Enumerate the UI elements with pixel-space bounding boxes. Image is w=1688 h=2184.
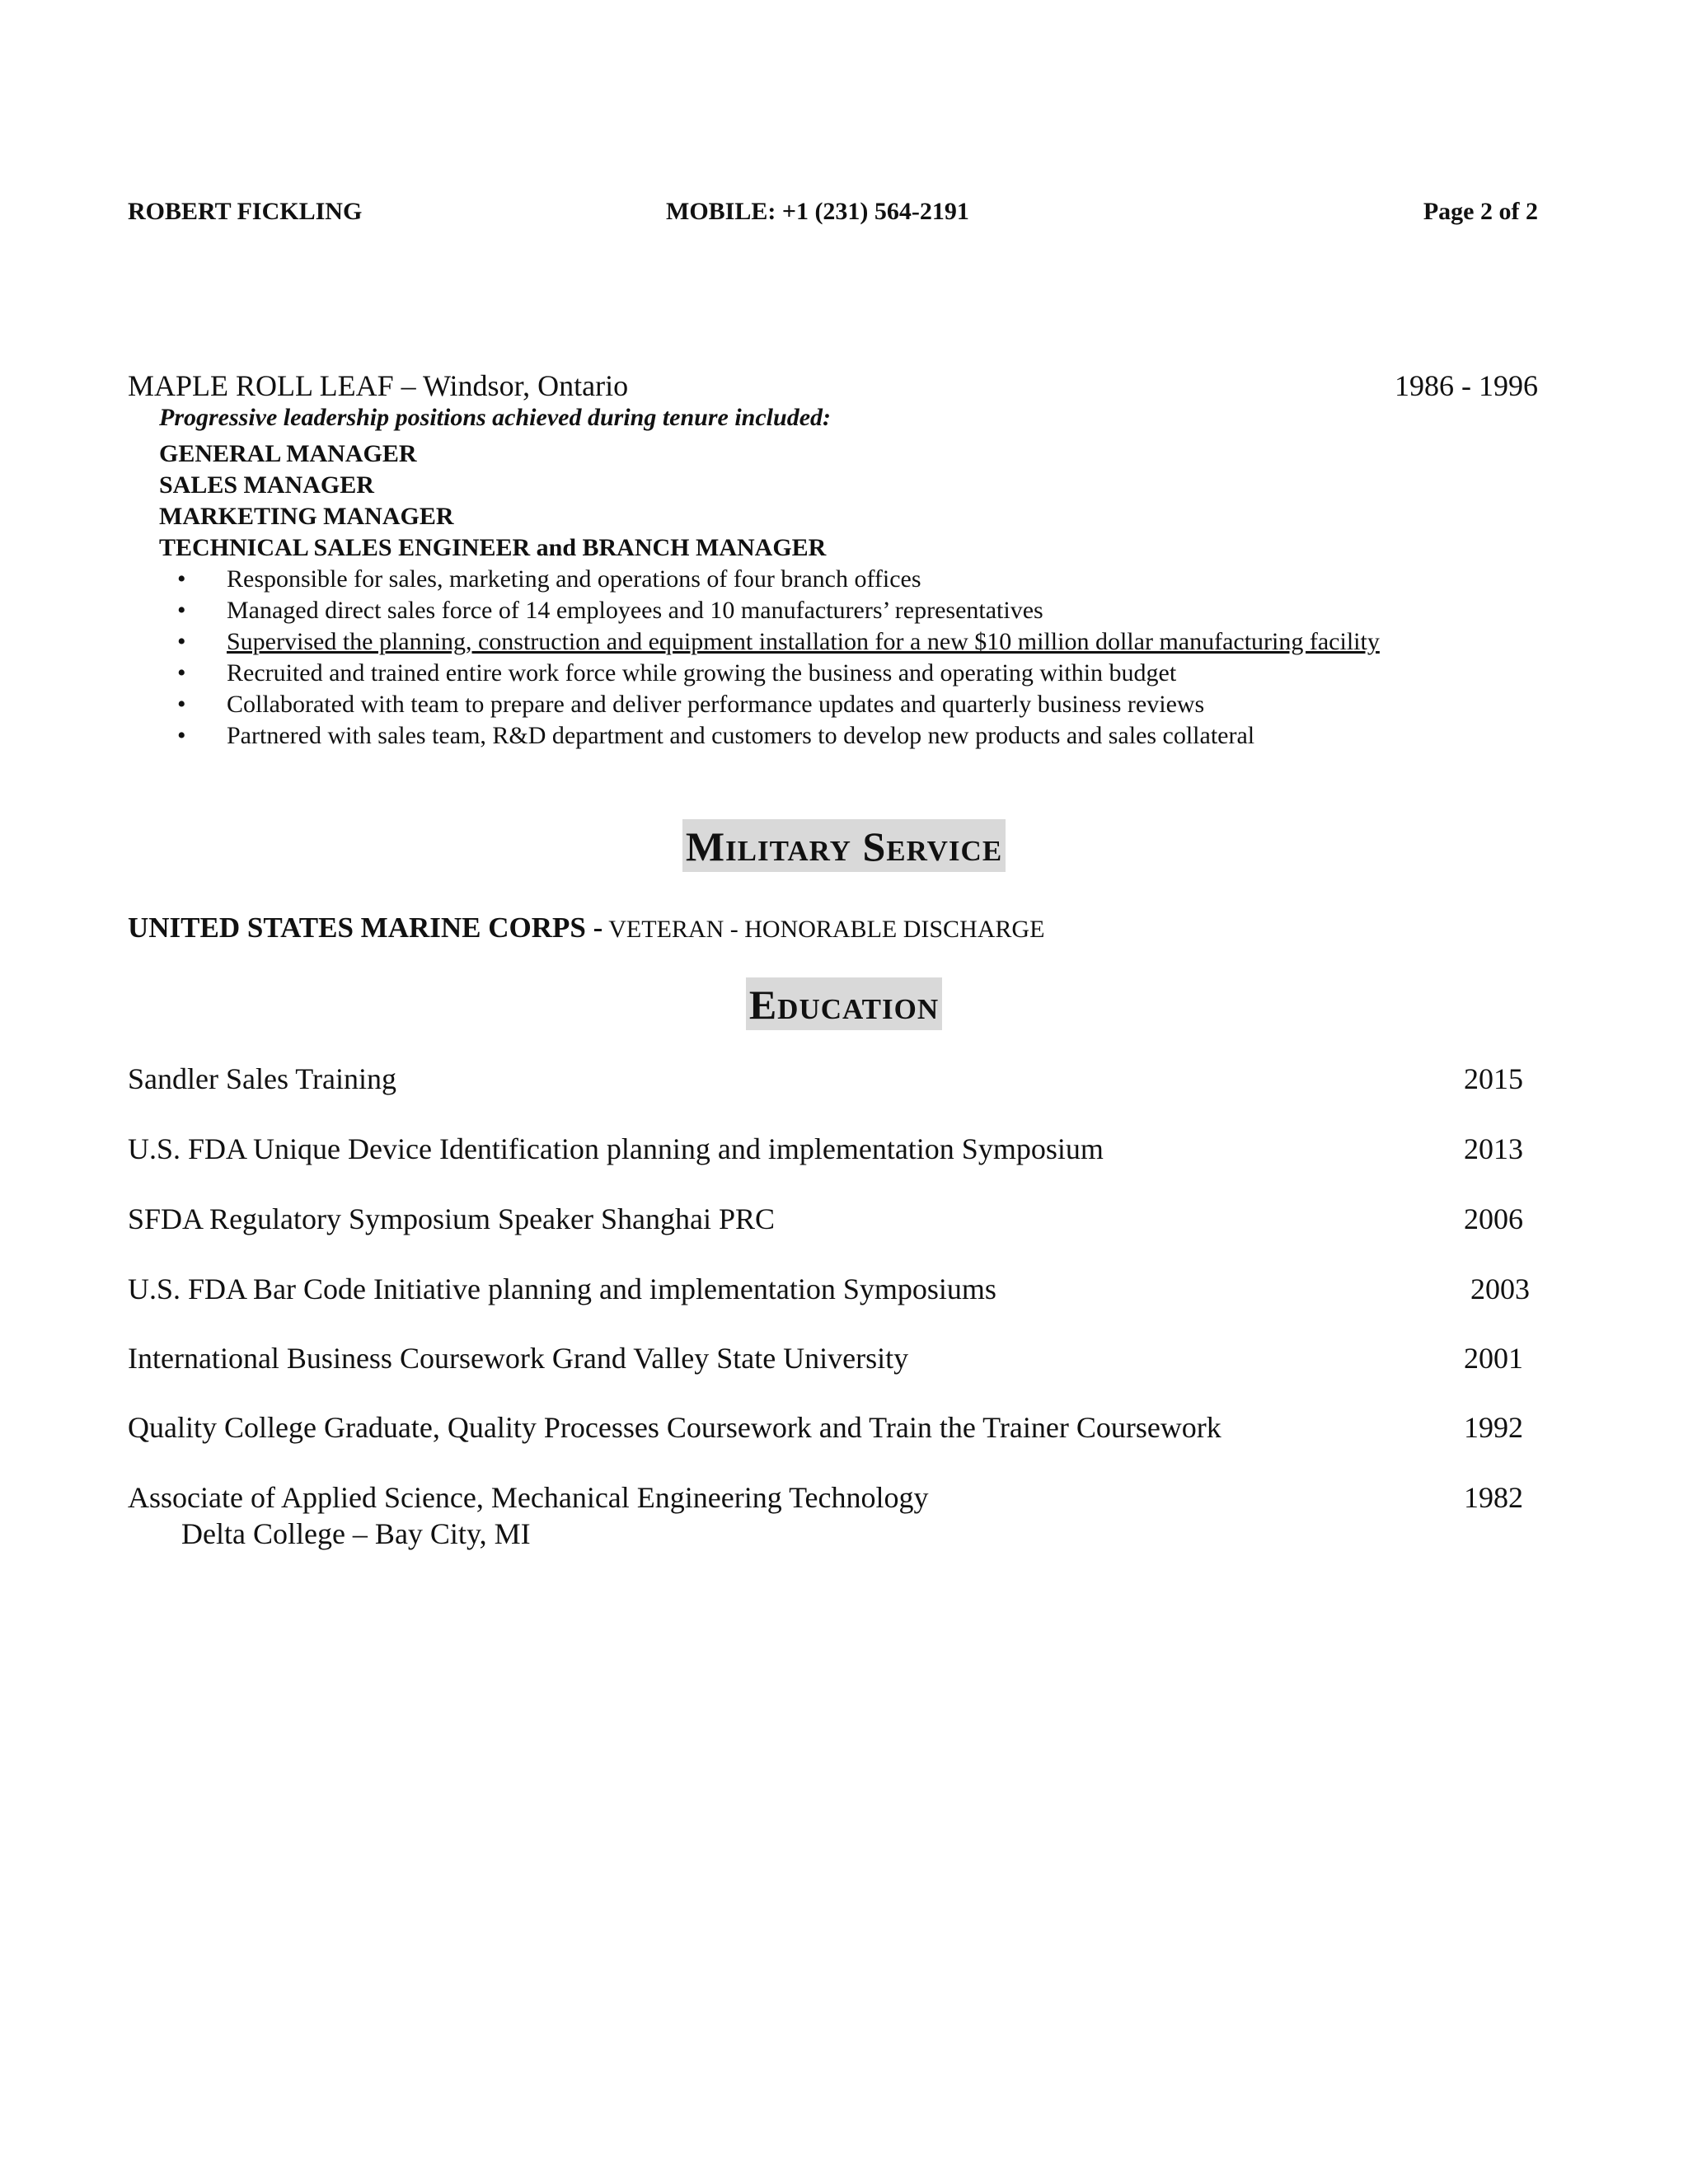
position-item: SALES MANAGER (159, 471, 374, 499)
education-year: 1982 (1464, 1481, 1523, 1514)
bullet-item (169, 658, 1380, 689)
bullet-icon: • (177, 722, 186, 749)
bullet-icon: • (177, 691, 186, 718)
education-title: SFDA Regulatory Symposium Speaker Shanghai PRC (128, 1202, 776, 1235)
bullet-icon: • (177, 597, 186, 624)
education-year: 2015 (1464, 1062, 1523, 1095)
education-item (128, 1202, 1538, 1236)
tenure-note: Progressive leadership positions achieved during tenure included: (159, 404, 832, 431)
position-item: MARKETING MANAGER (159, 503, 454, 530)
positions-list (159, 438, 826, 564)
header-mobile: MOBILE: +1 (231) 564-2191 (666, 198, 969, 225)
military-heading: Military Service (682, 819, 1006, 872)
education-item (128, 1272, 1538, 1306)
position-item: GENERAL MANAGER (159, 440, 417, 467)
education-title: U.S. FDA Unique Device Identification planning and implementation Symposium (128, 1132, 1104, 1165)
header-name: ROBERT FICKLING (128, 198, 363, 225)
military-line (128, 912, 1044, 944)
education-title: Quality College Graduate, Quality Processes Coursework and Train the Trainer Coursework (128, 1411, 1221, 1444)
military-corps: UNITED STATES MARINE CORPS - (128, 912, 603, 944)
education-item (128, 1132, 1538, 1166)
education-heading: Education (746, 977, 942, 1030)
bullet-text: Responsible for sales, marketing and operations of four branch offices (227, 565, 921, 593)
education-title: U.S. FDA Bar Code Initiative planning and implementation Symposiums (128, 1272, 996, 1305)
education-year: 2013 (1464, 1132, 1523, 1165)
bullet-item (169, 595, 1380, 626)
bullet-item (169, 689, 1380, 720)
education-item (128, 1062, 1538, 1096)
bullet-item (169, 720, 1380, 752)
education-year: 2003 (1470, 1272, 1530, 1305)
position-item: TECHNICAL SALES ENGINEER and BRANCH MANAGER (159, 534, 827, 561)
employer-name: MAPLE ROLL LEAF – Windsor, Ontario (128, 369, 629, 402)
bullet-text: Managed direct sales force of 14 employees and 10 manufacturers’ representatives (227, 597, 1043, 624)
employer-dates: 1986 - 1996 (1395, 369, 1538, 402)
education-institution: Delta College – Bay City, MI (181, 1517, 531, 1550)
education-item (128, 1341, 1538, 1376)
education-year: 1992 (1464, 1411, 1523, 1444)
education-title: Sandler Sales Training (128, 1062, 397, 1095)
bullet-text: Partnered with sales team, R&D department and customers to develop new products and sales collateral (227, 722, 1255, 749)
bullet-icon: • (177, 628, 186, 655)
education-title: Associate of Applied Science, Mechanical Engineering Technology (128, 1481, 929, 1514)
bullet-item (169, 564, 1380, 595)
education-item (128, 1480, 1538, 1551)
education-heading-row (0, 977, 1688, 1030)
education-year: 2001 (1464, 1342, 1523, 1375)
bullet-text: Collaborated with team to prepare and deliver performance updates and quarterly business reviews (227, 691, 1205, 718)
bullet-text: Supervised the planning, construction and equipment installation for a new $10 million dollar manufacturing facility (227, 628, 1380, 655)
military-status: VETERAN - HONORABLE DISCHARGE (603, 916, 1045, 943)
education-year: 2006 (1464, 1202, 1523, 1235)
education-item (128, 1410, 1538, 1445)
employer-line (128, 368, 1538, 403)
bullet-text: Recruited and trained entire work force while growing the business and operating within budget (227, 659, 1177, 687)
header-page-number: Page 2 of 2 (1423, 198, 1538, 225)
responsibilities-list (169, 564, 1380, 752)
education-title: International Business Coursework Grand Valley State University (128, 1342, 909, 1375)
bullet-item (169, 626, 1380, 658)
bullet-icon: • (177, 659, 186, 687)
bullet-icon: • (177, 565, 186, 593)
military-heading-row (0, 819, 1688, 872)
